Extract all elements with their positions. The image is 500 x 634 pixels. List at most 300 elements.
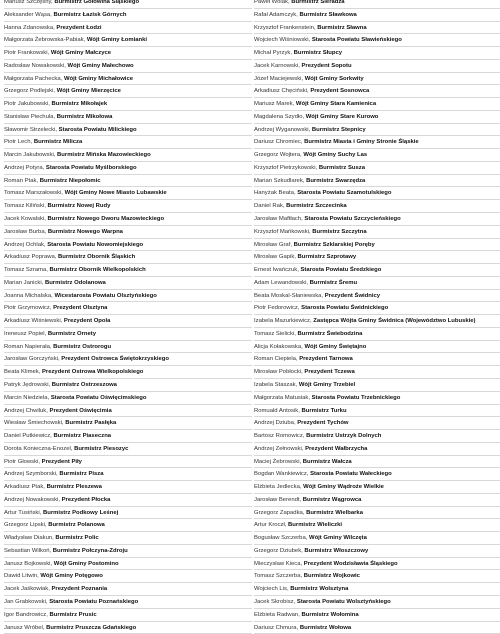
signatory-row [254, 187, 500, 200]
signatory-name: Tomasz Marszałowski, [4, 190, 63, 197]
signatory-name: Daniel Rak, [254, 203, 285, 210]
signatory-row [254, 302, 500, 315]
signatory-title: Prezydent Wodzisławia Śląskiego [303, 560, 398, 567]
signatory-name: Maciej Żebrowski, [254, 458, 302, 465]
signatory-row [4, 609, 252, 622]
signatory-row [4, 583, 252, 596]
signatory-title: Burmistrz Piesozyc [74, 445, 129, 452]
signatory-title: Burmistrz Polic [55, 535, 99, 542]
signatory-title: Burmistrz Ustrzyk Dolnych [306, 433, 382, 440]
signatory-name: Adam Lewandowski, [254, 279, 309, 286]
signatory-row [254, 47, 500, 60]
signatory-title: Wójt Gminy Michałowice [63, 75, 133, 82]
signatory-title: Wójt Gminy Mierzęcice [56, 88, 121, 95]
signatory-name: Ireneusz Popiel, [4, 330, 47, 337]
signatory-row [254, 622, 500, 634]
signatory-row [4, 494, 252, 507]
signatory-title: Prezydent Opola [63, 318, 111, 325]
signatory-row [254, 226, 500, 239]
signatory-title: Wójt Gminy Małechowo [67, 62, 134, 69]
signatory-name: Janusz Wróbel, [4, 624, 45, 631]
signatory-name: Jarosław Maftłach, [254, 216, 303, 223]
signatory-name: Wojciech Wiśniowski, [254, 37, 311, 44]
signatory-name: Andrzej Wyganowski, [254, 126, 311, 133]
signatory-row [4, 290, 252, 303]
signatory-row [254, 456, 500, 469]
signatory-title: Burmistrz Nowej Rudy [47, 203, 111, 210]
signatory-title: Prezydent Ostrowca Świętokrzyskiego [61, 356, 170, 363]
signatory-name: Wiesław Śmiechowski, [4, 420, 64, 427]
signatory-title: Burmistrz Niepołomic [39, 177, 101, 184]
signatory-name: Władysław Diakun, [4, 535, 54, 542]
signatory-row [4, 417, 252, 430]
signatory-row [4, 341, 252, 354]
signatory-title: Burmistrz Pisza [59, 471, 104, 478]
signatory-name: Izabela Staszak, [254, 381, 298, 388]
signatory-row [4, 251, 252, 264]
signatory-title: Prezydent Łodzi [56, 24, 102, 31]
signatory-row [254, 213, 500, 226]
signatory-row [4, 162, 252, 175]
signatory-row [4, 405, 252, 418]
signatory-name: Bogusław Szczerba, [254, 535, 308, 542]
signatory-name: Jan Grabkowski, [4, 598, 48, 605]
signatory-name: Mariusz Marek, [254, 101, 295, 108]
signatory-row [4, 277, 252, 290]
signatory-name: Bogdan Wankiewicz, [254, 471, 309, 478]
signatory-row [4, 22, 252, 35]
signatory-title: Burmistrz Odolanowa [44, 279, 106, 286]
signatory-name: Andrzej Zełnowski, [254, 445, 304, 452]
signatories-column-left [4, 0, 252, 634]
signatory-row [254, 494, 500, 507]
signatory-title: Burmistrz Wieliczki [288, 522, 343, 529]
signatory-row [254, 73, 500, 86]
signatory-row [254, 149, 500, 162]
signatory-title: Prezydent Ostrowa Wielkopolskiego [41, 369, 144, 376]
signatory-row [254, 0, 500, 9]
signatory-name: Janusz Bojkowski, [4, 560, 53, 567]
signatory-row [4, 622, 252, 634]
signatory-row [4, 187, 252, 200]
signatory-row [254, 609, 500, 622]
signatory-title: Burmistrz Pasłęka [65, 420, 117, 427]
signatory-name: Tomasz Szrama, [4, 267, 48, 274]
signatory-name: Piotr Frankowski, [4, 50, 50, 57]
signatory-title: Starosta Powiatu Sławieńskiego [311, 37, 402, 44]
signatory-row [254, 200, 500, 213]
signatory-name: Mariusz Szczęsny, [4, 0, 53, 5]
signatory-title: Wójt Gminy Trzebiel [298, 381, 356, 388]
signatory-title: Burmistrz Ostrzeszowa [51, 381, 117, 388]
signatory-name: Elżbieta Radwan, [254, 611, 300, 618]
signatory-row [4, 136, 252, 149]
signatory-name: Piotr Jakubowski, [4, 101, 50, 108]
signatory-title: Wójt Gminy Małczyce [50, 50, 112, 57]
signatory-name: Marian Szkudlarek, [254, 177, 305, 184]
signatory-title: Burmistrz Połczyna-Zdroju [52, 547, 128, 554]
signatory-row [4, 9, 252, 22]
signatory-row [4, 149, 252, 162]
signatory-name: Jarosław Berendt, [254, 496, 302, 503]
signatory-row [4, 200, 252, 213]
signatory-row [4, 353, 252, 366]
signatory-row [4, 315, 252, 328]
signatory-title: Prezydent Piły [41, 458, 82, 465]
signatory-name: Paweł Wolak, [254, 0, 290, 5]
signatory-row [254, 124, 500, 137]
signatory-title: Burmistrz Szklarskiej Poręby [293, 241, 375, 248]
signatory-name: Andrzej Ochlak, [4, 241, 46, 248]
signatory-title: Prezydent Olsztyna [53, 305, 108, 312]
signatory-name: Grzegorz Wojtera, [254, 152, 302, 159]
signatory-name: Roman Ptak, [4, 177, 39, 184]
signatory-row [4, 226, 252, 239]
signatory-row [4, 60, 252, 73]
signatory-row [4, 507, 252, 520]
signatory-name: Marcin Jakubowski, [4, 152, 56, 159]
signatory-name: Józef Maciejewski, [254, 75, 304, 82]
signatory-row [254, 9, 500, 22]
signatory-title: Burmistrz Miasta i Gminy Stronie Śląskie [304, 139, 419, 146]
signatory-row [254, 85, 500, 98]
signatory-name: Piotr Lech, [4, 139, 33, 146]
signatory-title: Starosta Powiatu Poznańskiego [49, 598, 139, 605]
signatory-row [254, 532, 500, 545]
signatory-title: Starosta Powiatu Wolsztyńskiego [296, 598, 391, 605]
signatory-title: Burmistrz Pleszewa [46, 484, 102, 491]
signatory-name: Tomasz Sielicki, [254, 330, 296, 337]
signatory-row [4, 570, 252, 583]
signatory-title: Burmistrz Wielbarka [306, 509, 363, 516]
signatory-name: Sławomir Strzelecki, [4, 126, 58, 133]
signatory-title: Starosta Powiatu Wałeckiego [310, 471, 392, 478]
signatory-name: Izabela Mazurkiewicz, [254, 318, 312, 325]
signatory-name: Andrzej Dziuba, [254, 420, 296, 427]
signatory-title: Prezydent Płocka [61, 496, 111, 503]
signatory-name: Igor Bandrowicz, [4, 611, 48, 618]
signatory-title: Prezydent Sopotu [301, 62, 352, 69]
signatory-row [254, 379, 500, 392]
signatory-row [4, 392, 252, 405]
signatory-title: Burmistrz Wołomina [301, 611, 359, 618]
signatory-row [254, 239, 500, 252]
signatory-title: Starosta Powiatu Szczycieńskiego [304, 216, 401, 223]
signatories-column-right [254, 0, 500, 634]
signatory-name: Mirosław Graf, [254, 241, 292, 248]
signatory-title: Burmistrz Obornik Śląskich [58, 254, 136, 261]
signatory-row [254, 111, 500, 124]
signatory-title: Starosta Powiatu Myślborskiego [45, 164, 137, 171]
signatory-name: Grzegorz Zapadka, [254, 509, 305, 516]
signatory-title: Prezydent Sosnowca [310, 88, 370, 95]
signatory-title: Burmistrz Sławna [317, 24, 367, 31]
signatory-row [254, 175, 500, 188]
signatory-row [4, 175, 252, 188]
signatory-row [254, 98, 500, 111]
signatory-name: Joanna Michalska, [4, 292, 53, 299]
signatory-name: Marcin Niedziela, [4, 394, 50, 401]
signatory-title: Burmistrz Milicza [33, 139, 83, 146]
signatory-name: Piotr Grzymowicz, [4, 305, 52, 312]
signatory-row [254, 315, 500, 328]
signatory-name: Patryk Jędrowski, [4, 381, 51, 388]
signatory-title: Prezydent Świdnicy [324, 292, 381, 299]
signatory-title: Prezydent Tarnowa [299, 356, 353, 363]
signatory-row [4, 519, 252, 532]
signatory-title: Burmistrz Łazisk Górnych [53, 11, 127, 18]
signatory-row [254, 136, 500, 149]
signatory-name: Andrzej Potyra, [4, 164, 45, 171]
signatory-title: Wójt Gminy Stara Kamienica [295, 101, 377, 108]
signatory-name: Dariusz Chromiec, [254, 139, 303, 146]
signatory-row [254, 570, 500, 583]
signatory-row [254, 22, 500, 35]
signatory-title: Zastępca Wójta Gminy Świdnica (Województwo Lubuskie) [313, 318, 476, 325]
signatory-name: Małgorzata Matusiak, [254, 394, 310, 401]
signatory-title: Burmistrz Szczecinka [286, 203, 347, 210]
signatory-title: Starosta Powiatu Oświęcimskiego [50, 394, 147, 401]
signatory-title: Wicestarosta Powiatu Olsztyńskiego [54, 292, 157, 299]
signatory-name: Magdalena Szydło, [254, 113, 305, 120]
signatory-title: Starosta Powiatu Świdnickiego [301, 305, 389, 312]
signatory-title: Burmistrz Piaseczna [53, 433, 112, 440]
signatory-name: Aleksander Wąsa, [4, 11, 52, 18]
signatory-name: Tomasz Kiliński, [4, 203, 46, 210]
signatory-name: Jarosław Gorczyński, [4, 356, 60, 363]
signatory-name: Hanna Zdanowska, [4, 24, 55, 31]
signatory-row [4, 366, 252, 379]
signatory-title: Burmistrz Wągrowca [302, 496, 362, 503]
signatory-row [254, 417, 500, 430]
signatory-row [254, 545, 500, 558]
signatory-row [254, 519, 500, 532]
signatory-row [254, 405, 500, 418]
signatory-name: Arkadiusz Ptak, [4, 484, 45, 491]
signatory-title: Wójt Gminy Łomianki [86, 37, 148, 44]
signatory-title: Burmistrz Mikołowa [56, 113, 113, 120]
signatory-title: Burmistrz Prusic [49, 611, 97, 618]
signatory-title: Burmistrz Podkowy Leśnej [42, 509, 119, 516]
signatory-title: Burmistrz Słupcy [293, 50, 343, 57]
signatory-name: Beata Moskal-Słaniewska, [254, 292, 324, 299]
signatory-row [4, 47, 252, 60]
signatory-name: Elżbieta Jedlecka, [254, 484, 302, 491]
signatory-row [4, 379, 252, 392]
signatory-title: Burmistrz Świebodzina [297, 330, 363, 337]
signatory-name: Radosław Nowakowski, [4, 62, 66, 69]
signatory-title: Burmistrz Polanowa [48, 522, 105, 529]
signatory-title: Burmistrz Stepnicy [311, 126, 366, 133]
signatory-row [254, 583, 500, 596]
signatory-title: Prezydent Tczewa [304, 369, 355, 376]
signatory-name: Sebastian Wilkoń, [4, 547, 52, 554]
signatory-name: Romuald Antosik, [254, 407, 300, 414]
signatory-title: Burmistrz Ornety [47, 330, 97, 337]
signatory-name: Grzegorz Dziubek, [254, 547, 303, 554]
signatory-name: Arkadiusz Poprawa, [4, 254, 57, 261]
signatory-title: Prezydent Wałbrzycha [305, 445, 368, 452]
signatory-name: Alicja Kołakowska, [254, 343, 303, 350]
signatory-title: Starosta Powiatu Trzebnickiego [311, 394, 401, 401]
signatory-title: Burmistrz Gołowina Śląskiego [54, 0, 140, 5]
signatory-name: Dorota Konieczna-Enozel, [4, 445, 73, 452]
signatory-title: Prezydent Poznania [51, 586, 108, 593]
signatory-row [254, 468, 500, 481]
signatory-name: Wojciech Lis, [254, 586, 289, 593]
signatory-name: Andrzej Nowakowski, [4, 496, 60, 503]
signatory-title: Prezydent Oświęcimia [49, 407, 112, 414]
signatory-title: Burmistrz Turku [301, 407, 347, 414]
signatory-title: Wójt Gminy Sorkwity [304, 75, 364, 82]
signatory-row [254, 277, 500, 290]
signatory-title: Wójt Gminy Nowe Miasto Lubawskie [64, 190, 167, 197]
signatory-title: Burmistrz Pruszcza Gdańskiego [46, 624, 137, 631]
signatory-name: Jarosław Burba, [4, 228, 47, 235]
signatory-row [4, 264, 252, 277]
signatory-title: Prezydent Tychów [297, 420, 349, 427]
signatory-name: Mirosław Pobłocki, [254, 369, 303, 376]
signatory-name: Dawid Litwin, [4, 573, 39, 580]
signatory-name: Arkadiusz Chęciński, [254, 88, 309, 95]
signatory-row [4, 596, 252, 609]
signatory-name: Roman Napierała, [4, 343, 52, 350]
signatory-name: Krzysztof Pietrzykowski, [254, 164, 318, 171]
signatory-name: Mirosław Gapik, [254, 254, 296, 261]
signatory-name: Ernest Iwańczuk, [254, 267, 299, 274]
signatory-row [4, 98, 252, 111]
signatory-title: Burmistrz Ostrorogu [53, 343, 112, 350]
signatory-name: Rafał Adamczyk, [254, 11, 298, 18]
signatory-row [254, 34, 500, 47]
signatory-name: Piotr Fedorowicz, [254, 305, 300, 312]
signatory-name: Mieczysław Kieca, [254, 560, 303, 567]
signatory-title: Burmistrz Szprotawy [297, 254, 357, 261]
signatory-row [4, 468, 252, 481]
signatory-row [254, 430, 500, 443]
signatory-title: Starosta Powiatu Milickiego [58, 126, 137, 133]
signatory-row [254, 162, 500, 175]
signatory-row [254, 328, 500, 341]
signatory-title: Burmistrz Wołowa [299, 624, 352, 631]
signatory-name: Roman Ciepiela, [254, 356, 298, 363]
signatory-name: Arkadiusz Wiśniewski, [4, 318, 63, 325]
signatory-row [4, 302, 252, 315]
signatory-name: Grzegorz Lipski, [4, 522, 47, 529]
signatory-name: Dariusz Chmura, [254, 624, 299, 631]
signatory-title: Burmistrz Włoszczowy [304, 547, 369, 554]
signatory-title: Burmistrz Nowego Dworu Mazowieckiego [47, 216, 165, 223]
signatory-title: Burmistrz Szczytna [312, 228, 367, 235]
signatory-row [254, 60, 500, 73]
signatory-name: Beata Klimek, [4, 369, 41, 376]
signatory-row [4, 456, 252, 469]
signatory-row [4, 481, 252, 494]
signatory-title: Burmistrz Nowego Warpna [47, 228, 123, 235]
signatory-row [254, 443, 500, 456]
signatory-title: Wójt Gminy Suchy Las [303, 152, 368, 159]
signatory-name: Stanisław Piechula, [4, 113, 56, 120]
signatory-name: Jacek Skrobisz, [254, 598, 296, 605]
signatory-name: Tomasz Szczerba, [254, 573, 303, 580]
signatory-title: Wójt Gminy Wądroże Wielkie [303, 484, 384, 491]
signatory-title: Burmistrz Mikołajek [51, 101, 108, 108]
signatory-row [4, 328, 252, 341]
signatory-title: Burmistrz Wojkowic [303, 573, 360, 580]
signatory-row [254, 353, 500, 366]
signatory-title: Burmistrz Swarzędza [306, 177, 366, 184]
signatory-row [254, 392, 500, 405]
signatory-row [4, 111, 252, 124]
signatory-title: Burmistrz Mińska Mazowieckiego [57, 152, 151, 159]
signatory-row [4, 430, 252, 443]
signatory-row [254, 341, 500, 354]
signatory-name: Krzysztof Frankenstein, [254, 24, 316, 31]
signatory-row [4, 545, 252, 558]
signatory-name: Artur Tusiński, [4, 509, 42, 516]
signatory-row [254, 290, 500, 303]
signatory-title: Burmistrz Wałcza [302, 458, 352, 465]
signatory-title: Wójt Gminy Świętajno [304, 343, 367, 350]
signatory-row [254, 366, 500, 379]
signatory-name: Piotr Głowski, [4, 458, 41, 465]
signatory-name: Jacek Kowalski, [4, 216, 46, 223]
signatory-title: Starosta Powiatu Nowomiejskiego [47, 241, 144, 248]
signatory-row [4, 85, 252, 98]
signatory-row [254, 251, 500, 264]
signatory-row [4, 34, 252, 47]
signatory-name: Jacek Jaśkowiak, [4, 586, 50, 593]
signatory-row [254, 507, 500, 520]
signatory-name: Hanyżak Beata, [254, 190, 296, 197]
signatory-title: Burmistrz Sieradza [291, 0, 345, 5]
signatory-title: Wójt Gminy Wilczęta [309, 535, 367, 542]
signatory-name: Artur Kroczł, [254, 522, 287, 529]
signatory-name: Bartosz Romowicz, [254, 433, 305, 440]
signatory-row [4, 0, 252, 9]
signatory-name: Michał Pyrzyk, [254, 50, 292, 57]
signatory-title: Wójt Gminy Postomino [53, 560, 119, 567]
signatory-row [254, 481, 500, 494]
signatory-name: Grzegorz Podlejski, [4, 88, 56, 95]
signatory-name: Marian Janicki, [4, 279, 44, 286]
signatory-row [254, 558, 500, 571]
signatory-name: Krzysztof Mańkowski, [254, 228, 311, 235]
signatory-title: Burmistrz Susza [318, 164, 365, 171]
signatory-row [4, 558, 252, 571]
signatory-name: Daniel Putkiewicz, [4, 433, 52, 440]
signatory-title: Wójt Gminy Stare Kurowo [305, 113, 379, 120]
signatory-row [4, 124, 252, 137]
signatory-row [254, 264, 500, 277]
signatory-row [254, 596, 500, 609]
signatory-title: Wójt Gminy Potęgowo [40, 573, 103, 580]
signatory-name: Jacek Karnowski, [254, 62, 300, 69]
signatory-title: Starosta Powiatu Szamotulskiego [297, 190, 392, 197]
signatory-title: Burmistrz Obornik Wielkopolskich [49, 267, 146, 274]
signatory-name: Andrzej Chwiluk, [4, 407, 48, 414]
signatory-name: Andrzej Szymborski, [4, 471, 58, 478]
signatory-title: Starosta Powiatu Średzkiego [300, 267, 382, 274]
signatory-title: Burmistrz Śremu [309, 279, 358, 286]
signatory-row [4, 73, 252, 86]
signatory-name: Małgorzata Pachecka, [4, 75, 63, 82]
signatory-name: Małgorzata Żebrowska-Pabiak, [4, 37, 86, 44]
signatory-row [4, 443, 252, 456]
signatory-row [4, 213, 252, 226]
signatory-row [4, 239, 252, 252]
signatory-row [4, 532, 252, 545]
